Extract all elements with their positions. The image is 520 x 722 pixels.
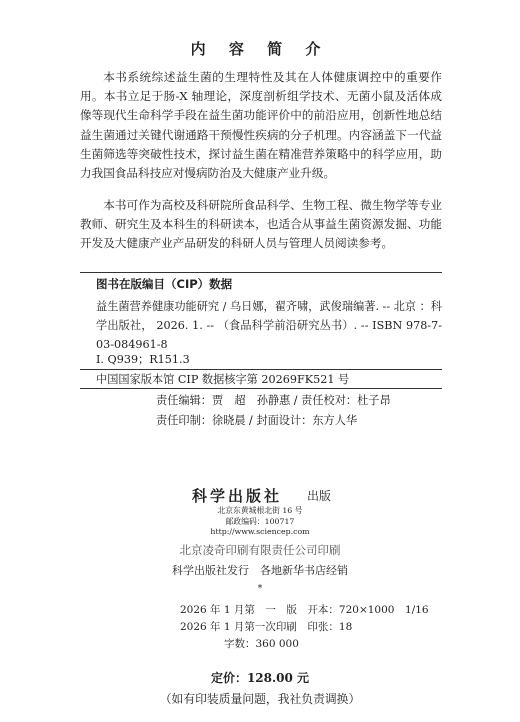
edition-line-3: 字数：360 000 [224,638,299,650]
printer-line: 北京凌奇印刷有限责任公司印刷 [179,543,341,557]
publisher-suffix: 出版 [307,489,332,503]
publisher-postcode: 邮政编码：100717 [225,517,295,526]
page-title: 内 容 简 介 [190,40,330,58]
separator-asterisk: * [257,584,263,594]
credits-editors: 责任编辑：贾 超 孙静惠 / 责任校对：杜子昂 [156,394,391,407]
publisher-website: http://www.sciencep.com [210,527,310,536]
price: 定价：128.00 元 [210,671,310,685]
credits-production: 责任印制：徐晓晨 / 封面设计：东方人华 [156,414,358,427]
cip-record: 益生菌营养健康功能研究 / 乌日娜，翟齐啸，武俊瑞编著. -- 北京 ：科学出版社， 2026. 1. -- （食品科学前沿研究丛书）. -- ISBN 978-7-03-084961-8 [96,300,442,351]
cip-classification: Ⅰ. Q939；R151.3 [96,353,190,366]
cip-bottom-rule [80,388,442,389]
edition-line-2: 2026 年 1 月第一次印刷 印张：18 [180,621,353,633]
publisher-address: 北京东黄城根北街 16 号 [217,506,303,515]
edition-line-1: 2026 年 1 月第 一 版 开本：720×1000 1/16 [180,604,429,616]
cip-top-rule [80,272,442,273]
quality-note: （如有印装质量问题，我社负责调换） [159,692,361,706]
distribution-line: 科学出版社发行 各地新华书店经销 [172,564,348,577]
intro-paragraph-2: 本书可作为高校及科研院所食品科学、生物工程、微生物学等专业教师、研究生及本科生的科研读本，也适合从事益生菌资源发掘、功能开发及大健康产业产品研发的科研人员与管理人员阅读参考。 [80,198,442,251]
cip-heading: 图书在版编目（CIP）数据 [96,277,233,291]
cip-mid-rule [80,369,442,370]
intro-paragraph-1: 本书系统综述益生菌的生理特性及其在人体健康调控中的重要作用。本书立足于肠-X 轴理论，深度剖析组学技术、无菌小鼠及活体成像等现代生命科学手段在益生菌功能评价中的前沿应用，创新性地总结益生菌通过关键代谢通路干预慢性疾病的分子机理。内容涵盖下一代益生菌筛选等突破性技术，探讨益生菌在精准营养策略中的科学应用，助力我国食品科技应对慢病防治及大健康产业升级。 [80,70,442,181]
cip-approval: 中国国家版本馆 CIP 数据核字第 20269FK521 号 [96,373,350,386]
publisher-logo: 科学出版社 [192,487,283,505]
